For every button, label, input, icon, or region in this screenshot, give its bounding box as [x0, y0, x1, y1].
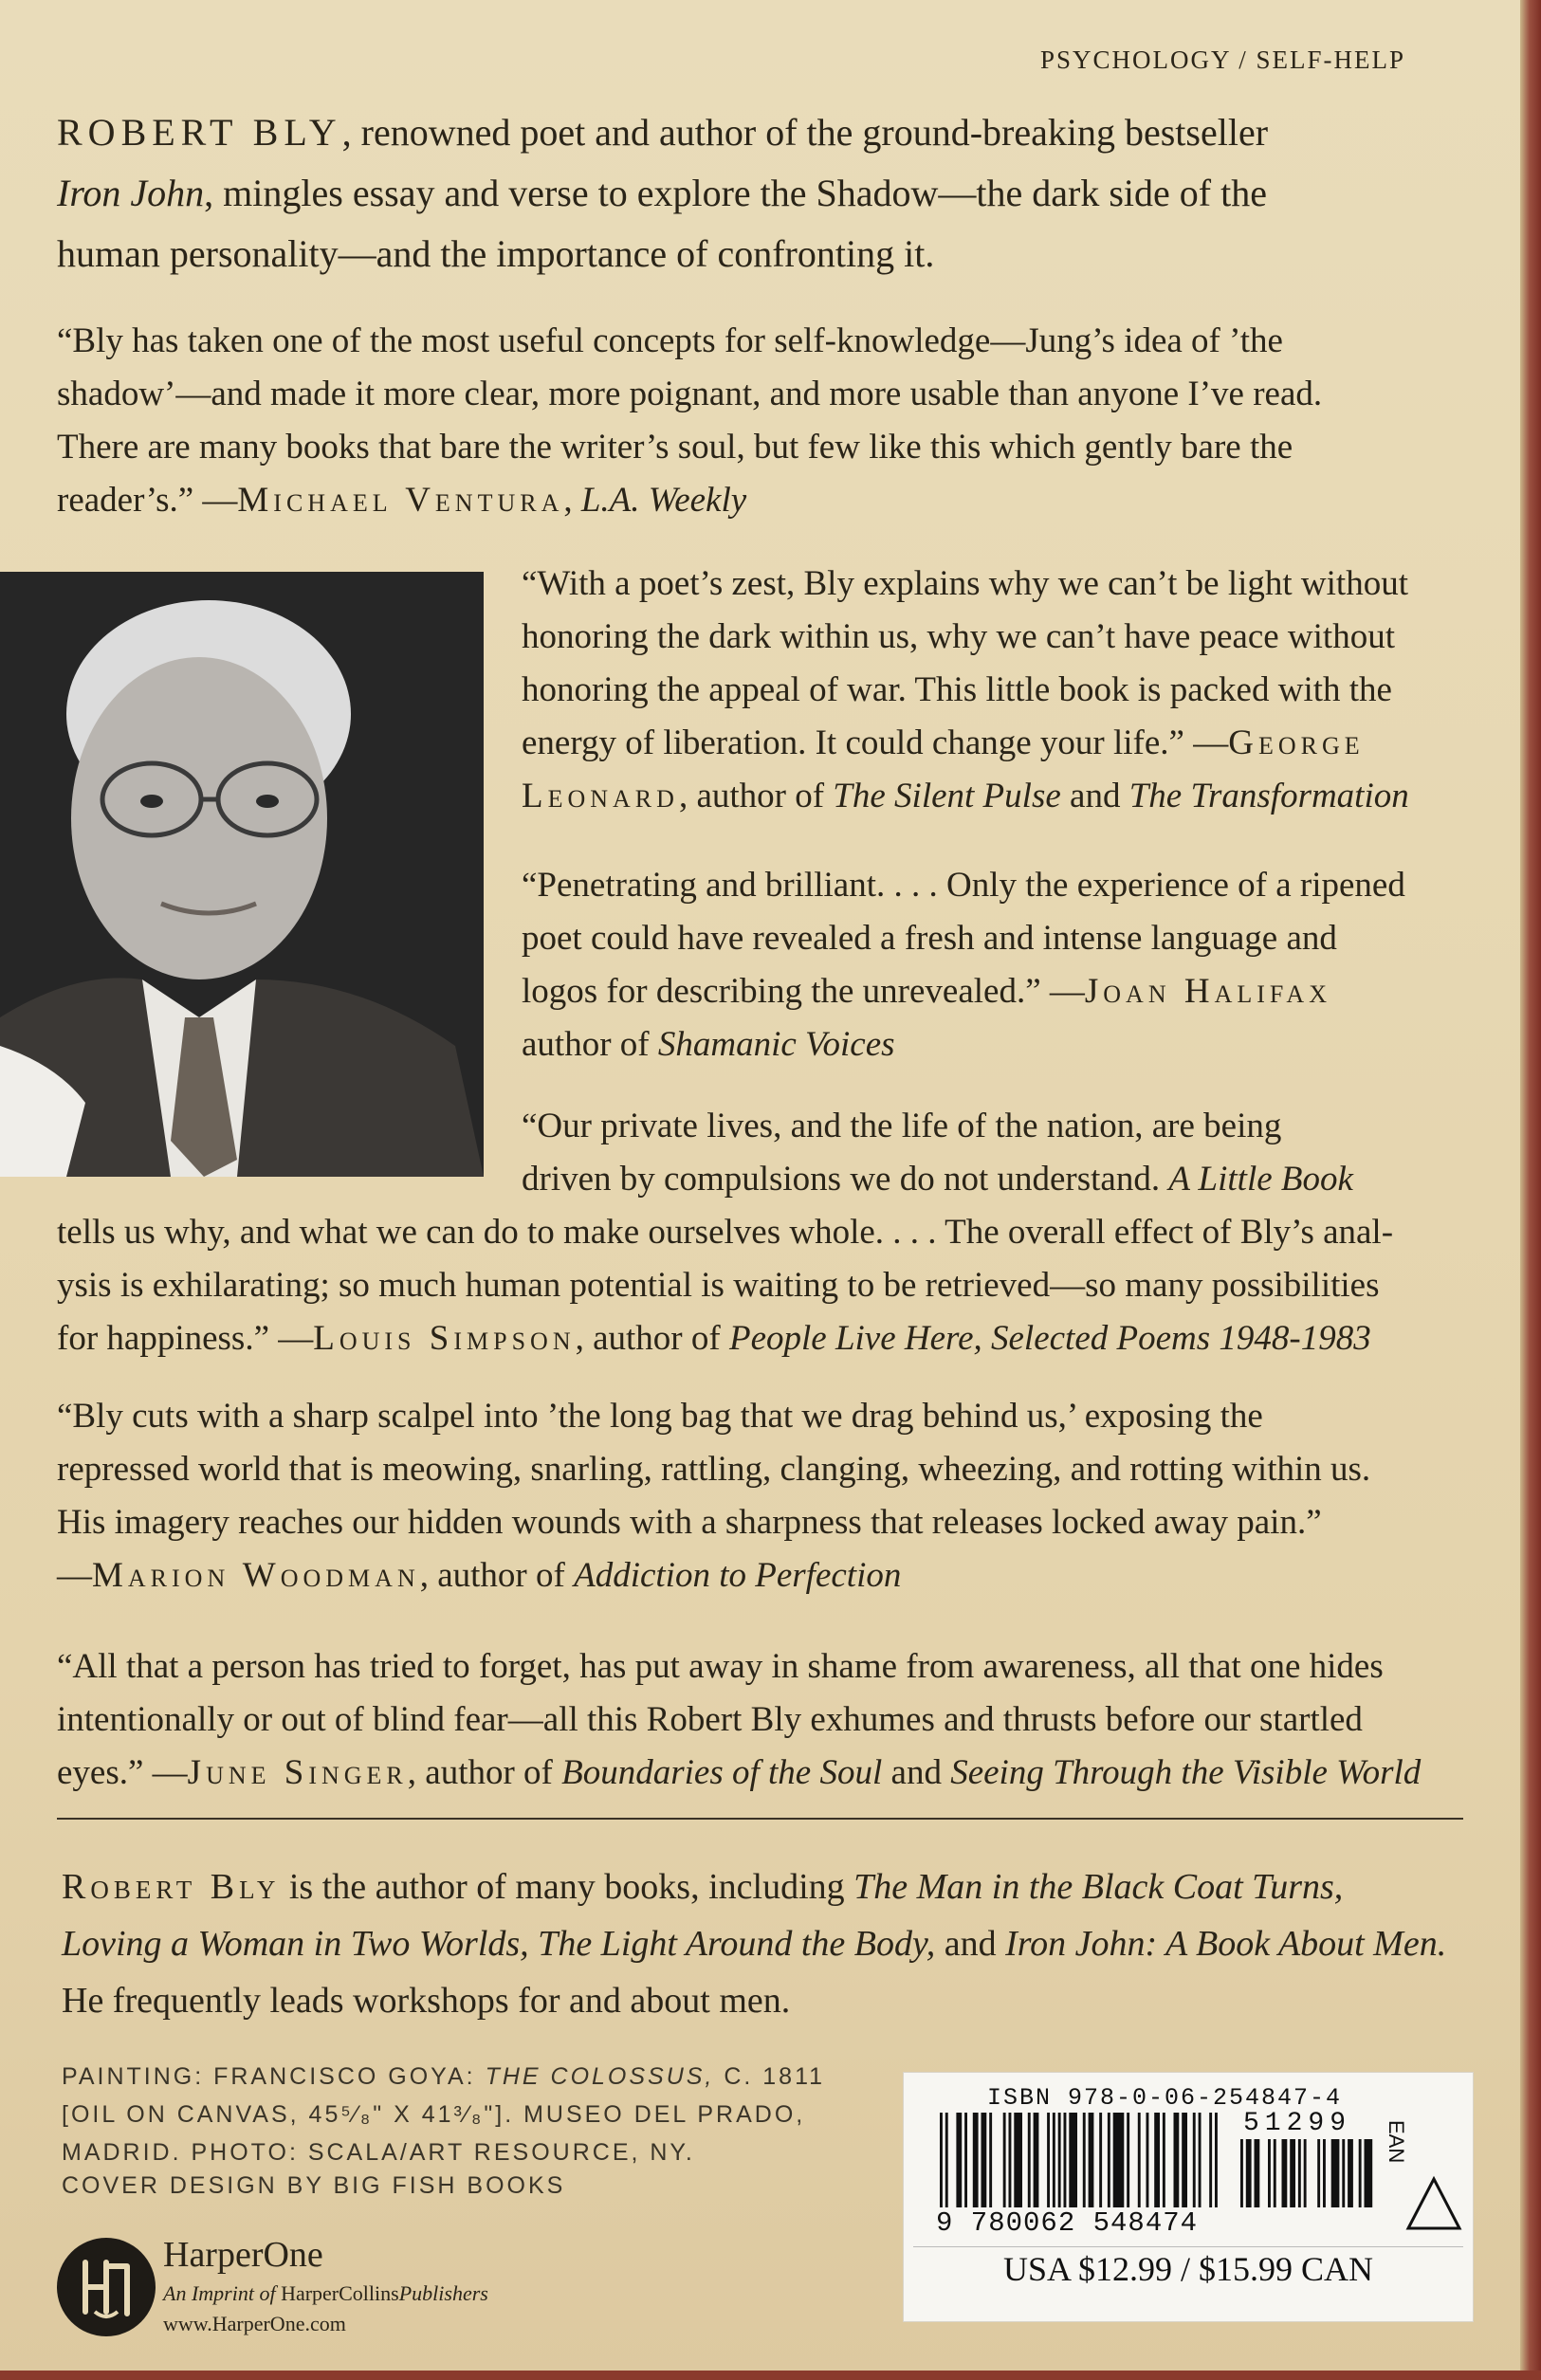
barcode-bar — [1108, 2113, 1110, 2207]
barcode-bar — [989, 2113, 992, 2207]
bio-author-name: Robert Bly — [62, 1867, 281, 1907]
barcode-bar — [1034, 2113, 1039, 2207]
barcode-bar — [945, 2113, 948, 2207]
painting-credits: PAINTING: FRANCISCO GOYA: THE COLOSSUS, C. 1811 [OIL ON CANVAS, 45⁵⁄₈" X 41³⁄₈"]. MUSEO DEL PRADO, MADRID. PHOTO: SCALA/ART RESOURCE, NY. — [62, 2063, 826, 2166]
barcode-bar — [1069, 2113, 1077, 2207]
barcode-bar — [981, 2113, 987, 2207]
quote-attribution: Joan Halifax — [1084, 972, 1331, 1011]
publisher-url: www.HarperOne.com — [163, 2312, 346, 2335]
barcode-bar — [1009, 2113, 1012, 2207]
quote-ventura: “Bly has taken one of the most useful concepts for self-knowledge—Jung’s idea of ’the shadow’—and made it more clear, more poignant, and more usable than anyone I’ve read. There are many books that bare the writer’s soul, but few like this which gently bare the reader’s.” —Michael Ventura, L.A. Weekly — [57, 321, 1323, 520]
barcode-bar — [1268, 2139, 1271, 2207]
lead-paragraph: ROBERT BLY, renowned poet and author of the ground-breaking bestseller Iron John, mingles essay and verse to explore the Shadow—the dark side of the human personality—and the importance of confronting it. — [57, 111, 1269, 275]
barcode-bar — [973, 2113, 979, 2207]
barcode-bar — [1342, 2139, 1345, 2207]
barcode-bar — [1113, 2113, 1125, 2207]
barcode-bar — [1014, 2113, 1022, 2207]
quote-attribution: Leonard — [522, 777, 679, 815]
price-addon-barcode — [1240, 2139, 1373, 2207]
barcode-bar — [1348, 2139, 1353, 2207]
triangle-icon — [1404, 2175, 1463, 2234]
barcode-bar — [1138, 2113, 1141, 2207]
barcode-bar — [1193, 2113, 1196, 2207]
barcode-addon-number: 51299 — [1243, 2109, 1352, 2138]
publisher-name: HarperOne — [163, 2235, 323, 2275]
author-portrait-illustration — [0, 572, 484, 1177]
quote-woodman: “Bly cuts with a sharp scalpel into ’the long bag that we drag behind us,’ exposing the repressed world that is meowing, snarling, rattling, clanging, wheezing, and rotting within us. His imagery reaches our hidden wounds with a sharpness that releases locked away pain.” —Marion Woodman, author of Addiction to Perfection — [57, 1397, 1371, 1595]
barcode-bar — [1174, 2113, 1180, 2207]
barcode-bar — [956, 2113, 962, 2207]
barcode-bar — [1255, 2139, 1260, 2207]
barcode-bar — [1209, 2113, 1212, 2207]
barcode-bar — [1163, 2113, 1165, 2207]
barcode-bar — [1083, 2113, 1086, 2207]
barcode-bar — [1003, 2113, 1006, 2207]
barcode-bar — [1317, 2139, 1320, 2207]
barcode-bar — [1298, 2139, 1301, 2207]
cover-bottom-edge — [0, 2371, 1541, 2380]
lead-author: ROBERT BLY — [57, 111, 342, 154]
quote-attribution: George — [1228, 723, 1365, 762]
cover-right-edge — [1520, 0, 1541, 2380]
barcode-bar — [1290, 2139, 1295, 2207]
barcode-bar — [1182, 2113, 1187, 2207]
barcode-bar — [1274, 2139, 1276, 2207]
barcode-bar — [940, 2113, 943, 2207]
barcode-bar — [1365, 2139, 1373, 2207]
barcode-bar — [1047, 2113, 1050, 2207]
price-label: USA $12.99 / $15.99 CAN — [1002, 2250, 1374, 2288]
harperone-logo-icon — [57, 2238, 156, 2336]
barcode-bar — [1331, 2139, 1340, 2207]
barcode-bar — [1099, 2113, 1102, 2207]
barcode-bar — [1282, 2139, 1288, 2207]
barcode-bar — [1359, 2139, 1362, 2207]
barcode-bar — [1053, 2113, 1055, 2207]
author-photo — [0, 572, 484, 1177]
category-label: PSYCHOLOGY / SELF-HELP — [1039, 46, 1405, 74]
ean-barcode — [940, 2113, 1224, 2207]
barcode-bar — [1240, 2139, 1243, 2207]
barcode-bar — [1064, 2113, 1067, 2207]
quote-leonard: “With a poet’s zest, Bly explains why we can’t be light without honoring the dark within us, why we can’t have peace without honoring the appeal of war. This little book is packed with the energy of liberation. It could change your life.” —George Leonard, author of The Silent Pulse and The Transformation — [522, 564, 1409, 815]
barcode-bar — [1089, 2113, 1094, 2207]
barcode-panel — [903, 2072, 1474, 2322]
barcode-bar — [1215, 2113, 1218, 2207]
publisher-imprint: An Imprint of HarperCollinsPublishers — [163, 2281, 488, 2305]
divider-rule — [57, 1818, 1463, 1820]
cover-design-credit: COVER DESIGN BY BIG FISH BOOKS — [62, 2172, 566, 2199]
quote-attribution: Marion Woodman — [92, 1556, 420, 1595]
barcode-bar — [964, 2113, 967, 2207]
quote-halifax: “Penetrating and brilliant. . . . Only the experience of a ripened poet could have revealed a fresh and intense language and logos for describing the unrevealed.” —Joan Halifax author of Shamanic Voices — [522, 866, 1405, 1064]
price-divider — [913, 2246, 1463, 2247]
barcode-bar — [1147, 2113, 1149, 2207]
quote-attribution: Louis Simpson — [313, 1319, 576, 1358]
barcode-bar — [1127, 2113, 1129, 2207]
quote-singer: “All that a person has tried to forget, has put away in shame from awareness, all that one hides intentionally or out of blind fear—all this Robert Bly exhumes and thrusts before our startled eyes.” —June Singer, author of Boundaries of the Soul and Seeing Through the Visible World — [57, 1647, 1422, 1792]
quote-simpson: “Our private lives, and the life of the nation, are being driven by compulsions we do not understand. A Little Book tells us why, and what we can do to make ourselves whole. . . . The overall effect of Bly’s anal- ysis is exhilarating; so much human potential is waiting to be retrieved—so many possibilities for happiness.” —Louis Simpson, author of People Live Here, Selected Poems 1948-1983 — [57, 1107, 1394, 1358]
barcode-bar — [1246, 2139, 1252, 2207]
barcode-bar — [1028, 2113, 1031, 2207]
barcode-bar — [1154, 2113, 1160, 2207]
barcode-bar — [1199, 2113, 1202, 2207]
barcode-bar — [1323, 2139, 1326, 2207]
author-bio: Robert Bly is the author of many books, including The Man in the Black Coat Turns, Loving a Woman in Two Worlds, The Light Around the Body, and Iron John: A Book About Men. He frequently leads workshops for and about men. — [62, 1867, 1447, 2021]
quote-attribution: June Singer — [187, 1753, 408, 1792]
isbn-label: ISBN 978-0-06-254847-4 — [987, 2084, 1343, 2112]
barcode-bar — [1058, 2113, 1061, 2207]
barcode-bar — [1304, 2139, 1307, 2207]
ean-label: EAN — [1385, 2120, 1408, 2164]
quote-attribution: Michael Ventura — [237, 481, 564, 520]
ean-number: 9 780062 548474 — [936, 2207, 1199, 2239]
lead-book-title: Iron John — [57, 172, 205, 214]
